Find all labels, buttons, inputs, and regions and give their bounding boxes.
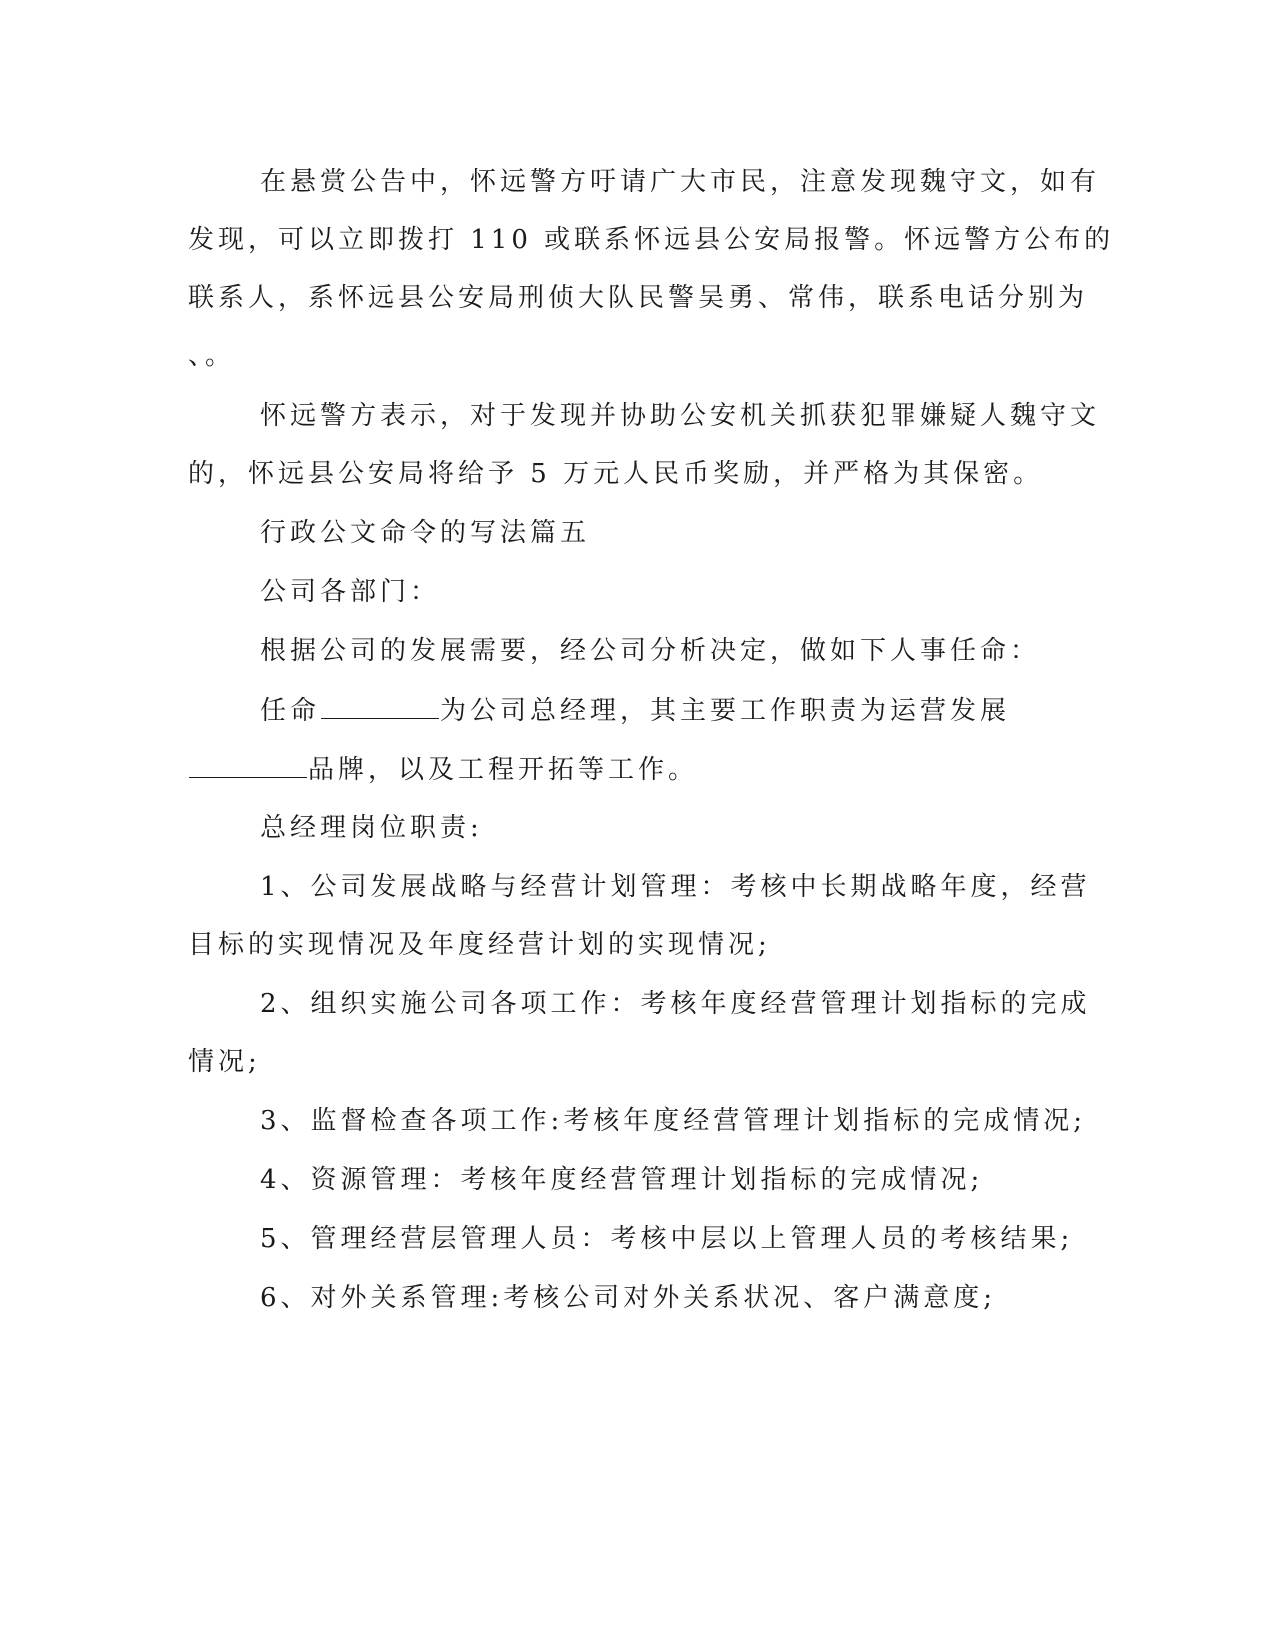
blank-underline [321,694,439,719]
duty-item: 6、对外关系管理:考核公司对外关系状况、客户满意度; [260,1283,997,1313]
duty-item-continued: 目标的实现情况及年度经营计划的实现情况; [188,930,771,960]
appointment-text-continued: 品牌，以及工程开拓等工作。 [308,755,699,785]
duty-item: 1、公司发展战略与经营计划管理：考核中长期战略年度，经营 [260,872,1091,902]
blank-underline [189,753,307,778]
paragraph-line: 、。 [188,341,236,371]
duty-item: 5、管理经营层管理人员：考核中层以上管理人员的考核结果; [260,1224,1074,1254]
duty-item-continued: 情况; [188,1047,261,1077]
paragraph-line: 发现，可以立即拨打 110 或联系怀远县公安局报警。怀远警方公布的 [188,225,1115,255]
appointment-text: 为公司总经理，其主要工作职责为运营发展 [440,696,1011,726]
paragraph-line: 在悬赏公告中，怀远警方吁请广大市民，注意发现魏守文，如有 [260,167,1101,197]
appointment-line-continued [188,753,698,786]
duties-heading: 总经理岗位职责: [260,813,483,843]
appointment-line [260,694,1010,727]
paragraph-line: 怀远警方表示，对于发现并协助公安机关抓获犯罪嫌疑人魏守文 [260,401,1101,431]
appointment-prefix: 任命 [260,696,321,726]
section-heading: 行政公文命令的写法篇五 [260,518,591,548]
duty-item: 4、资源管理：考核年度经营管理计划指标的完成情况; [260,1165,984,1195]
salutation: 公司各部门： [260,577,441,607]
paragraph-line: 根据公司的发展需要，经公司分析决定，做如下人事任命： [260,636,1041,666]
paragraph-line: 联系人，系怀远县公安局刑侦大队民警吴勇、常伟，联系电话分别为 [188,283,1089,313]
duty-item: 3、监督检查各项工作:考核年度经营管理计划指标的完成情况; [260,1106,1087,1136]
paragraph-line: 的，怀远县公安局将给予 5 万元人民币奖励，并严格为其保密。 [188,459,1044,489]
duty-item: 2、组织实施公司各项工作：考核年度经营管理计划指标的完成 [260,989,1091,1019]
